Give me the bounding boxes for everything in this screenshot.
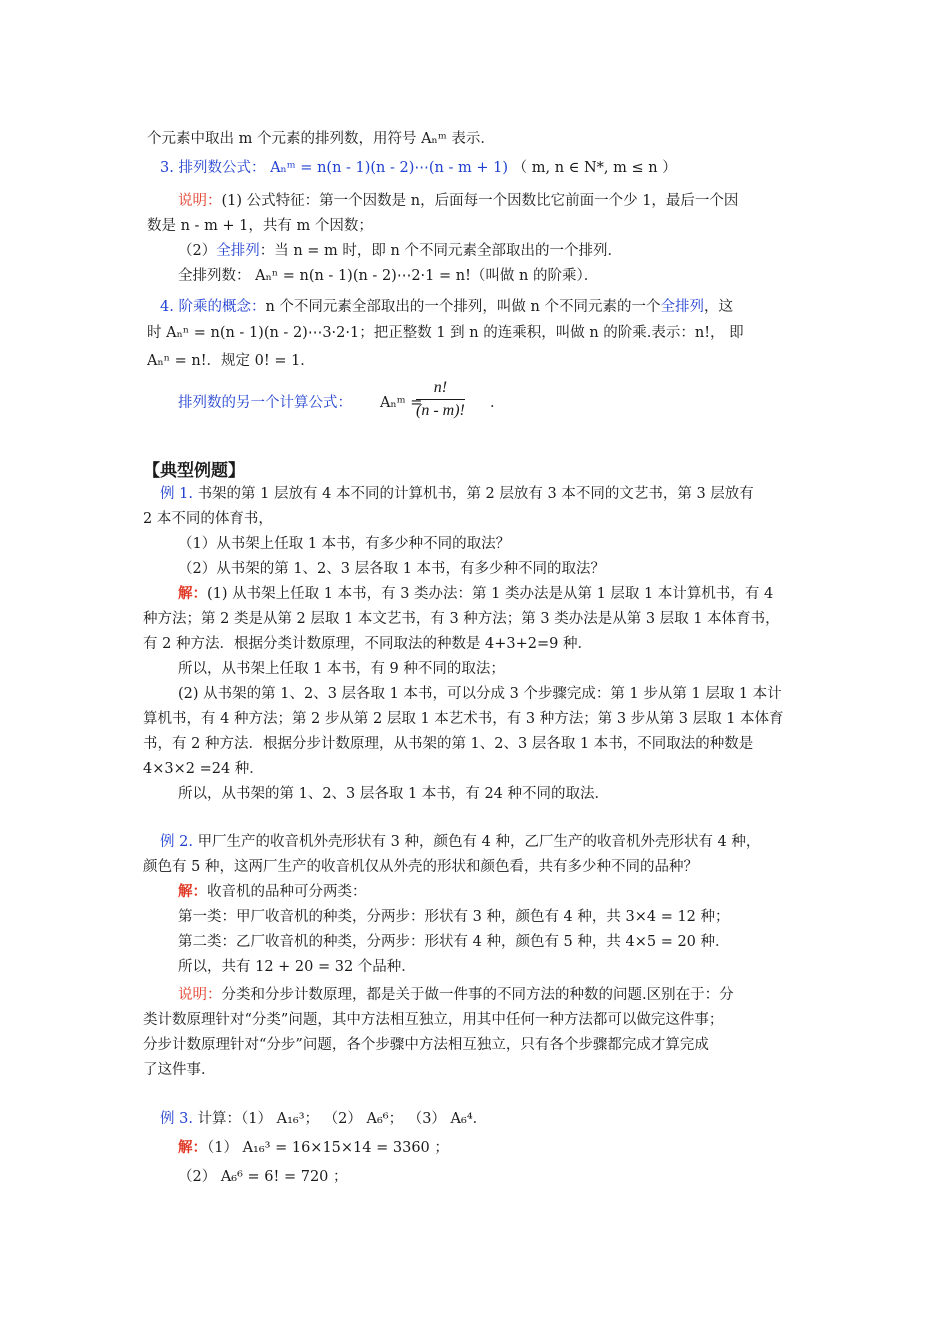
text-line	[178, 241, 622, 261]
text-line: 颜色有 5 种，这两厂生产的收音机仅从外壳的形状和颜色看，共有多少种不同的品种？	[143, 859, 698, 875]
text-span: 书架的第 1 层放有 4 本不同的计算机书，第 2 层放有 3 本不同的文艺书，第 3 层放有	[197, 486, 754, 502]
text-line: 算机书，有 4 种方法；第 2 步从第 2 层取 1 本艺术书，有 3 种方法；第 3 步从第 3 层取 1 本体育	[143, 711, 784, 727]
item-label: 4. 阶乘的概念：	[160, 299, 266, 315]
text-span: （1） A₁₆³ = 16×15×14 = 3360 ；	[207, 1140, 449, 1156]
formula-label: 排列数的另一个计算公式：	[178, 395, 352, 411]
text-span: ：当 n = m 时，即 n 个不同元素全部取出的一个排列．	[259, 243, 622, 259]
formula-condition: （ m, n ∈ N*, m ≤ n ）	[512, 160, 677, 176]
text-line: 个元素中取出 m 个元素的排列数，用符号 Aₙᵐ 表示．	[147, 131, 495, 147]
text-line: 全排列数： Aₙⁿ = n(n - 1)(n - 2)⋯2·1 = n!（叫做 n 的阶乘）．	[178, 268, 599, 284]
text-line: 数是 n - m + 1，共有 m 个因数；	[147, 218, 373, 234]
link-term: 全排列	[660, 299, 704, 315]
note-label: 说明：	[178, 193, 222, 209]
text-line: (2) 从书架的第 1、2、3 层各取 1 本书，可以分成 3 个步骤完成：第 1 步从第 1 层取 1 本计	[178, 686, 782, 702]
text-line: 所以，共有 12 + 20 = 32 个品种．	[178, 959, 416, 975]
text-line: 类计数原理针对“分类”问题，其中方法相互独立，用其中任何一种方法都可以做完这件事；	[143, 1012, 724, 1028]
formula-line	[160, 158, 677, 178]
text-span: ，这	[703, 299, 733, 315]
text-line: 所以，从书架的第 1、2、3 层各取 1 本书，有 24 种不同的取法．	[178, 786, 610, 802]
section-title: 【典型例题】	[143, 461, 245, 481]
text-line: 2 本不同的体育书，	[143, 511, 273, 527]
text-line: 第二类：乙厂收音机的种类，分两步：形状有 4 种，颜色有 5 种，共 4×5 = 20 种．	[178, 934, 730, 950]
text-span: 分类和分步计数原理，都是关于做一件事的不同方法的种数的问题.区别在于：分	[221, 987, 734, 1003]
text-line: 有 2 种方法．根据分类计数原理，不同取法的种数是 4+3+2=9 种．	[143, 636, 593, 652]
formula: Aₙᵐ = n(n - 1)(n - 2)⋯(n - m + 1)	[270, 160, 509, 176]
text-line: 所以，从书架上任取 1 本书，有 9 种不同的取法；	[178, 661, 505, 677]
text-line: 4×3×2 =24 种．	[143, 761, 264, 777]
text-line	[160, 297, 733, 317]
solution-label: 解：	[178, 1139, 207, 1156]
link-term: 全排列	[216, 243, 260, 259]
text-line: 时 Aₙⁿ = n(n - 1)(n - 2)⋯3·2·1；把正整数 1 到 n 的连乘积，叫做 n 的阶乘.表示：n!， 即	[147, 325, 744, 341]
text-span: （2）	[178, 243, 217, 259]
formula-lhs: Aₙᵐ =	[380, 395, 423, 411]
example-label: 例 1.	[160, 486, 193, 502]
fraction-numerator: n!	[416, 379, 465, 400]
text-span: 计算：（1） A₁₆³； （2） A₆⁶； （3） A₆⁴．	[197, 1111, 488, 1127]
solution-label: 解：	[178, 883, 207, 900]
text-line	[160, 484, 754, 504]
text-line: （2） A₆⁶ = 6! = 720 ；	[178, 1169, 348, 1185]
text-line: Aₙⁿ = n!．规定 0! = 1．	[147, 353, 315, 369]
note-label: 说明：	[178, 987, 222, 1003]
text-line: 第一类：甲厂收音机的种类，分两步：形状有 3 种，颜色有 4 种，共 3×4 = 12 种；	[178, 909, 730, 925]
text-line: 书，有 2 种方法．根据分步计数原理，从书架的第 1、2、3 层各取 1 本书，不同取法的种数是	[143, 736, 754, 752]
item-label: 3. 排列数公式：	[160, 160, 266, 176]
text-span: (1) 从书架上任取 1 本书，有 3 类办法：第 1 类办法是从第 1 层取 1 本计算机书，有 4	[207, 586, 774, 602]
fraction-denominator: (n - m)!	[416, 402, 465, 419]
text-line	[178, 985, 734, 1005]
text-line: 了这件事．	[143, 1062, 216, 1078]
solution-label: 解：	[178, 585, 207, 602]
text-line	[160, 1109, 487, 1129]
fraction	[416, 379, 465, 420]
text-line: 分步计数原理针对“分步”问题，各个步骤中方法相互独立，只有各个步骤都完成才算完成	[143, 1037, 709, 1053]
text-span: n 个不同元素全部取出的一个排列，叫做 n 个不同元素的一个	[265, 299, 661, 315]
text-line	[160, 832, 760, 852]
text-span: 收音机的品种可分两类：	[207, 884, 367, 900]
text-line	[178, 1138, 449, 1158]
example-label: 例 3.	[160, 1111, 193, 1127]
text-line	[178, 191, 738, 211]
text-line	[178, 584, 773, 604]
example-label: 例 2.	[160, 834, 193, 850]
text-span: ．	[490, 395, 505, 411]
text-line	[178, 882, 367, 902]
text-span: 甲厂生产的收音机外壳形状有 3 种，颜色有 4 种，乙厂生产的收音机外壳形状有 4 种，	[197, 834, 761, 850]
text-line: （2）从书架的第 1、2、3 层各取 1 本书，有多少种不同的取法？	[178, 561, 606, 577]
note-text: (1) 公式特征：第一个因数是 n，后面每一个因数比它前面一个少 1，最后一个因	[221, 193, 739, 209]
text-line: 种方法；第 2 类是从第 2 层取 1 本文艺书，有 3 种方法；第 3 类办法是从第 3 层取 1 本体育书，	[143, 611, 780, 627]
text-line: （1）从书架上任取 1 本书，有多少种不同的取法？	[178, 536, 511, 552]
